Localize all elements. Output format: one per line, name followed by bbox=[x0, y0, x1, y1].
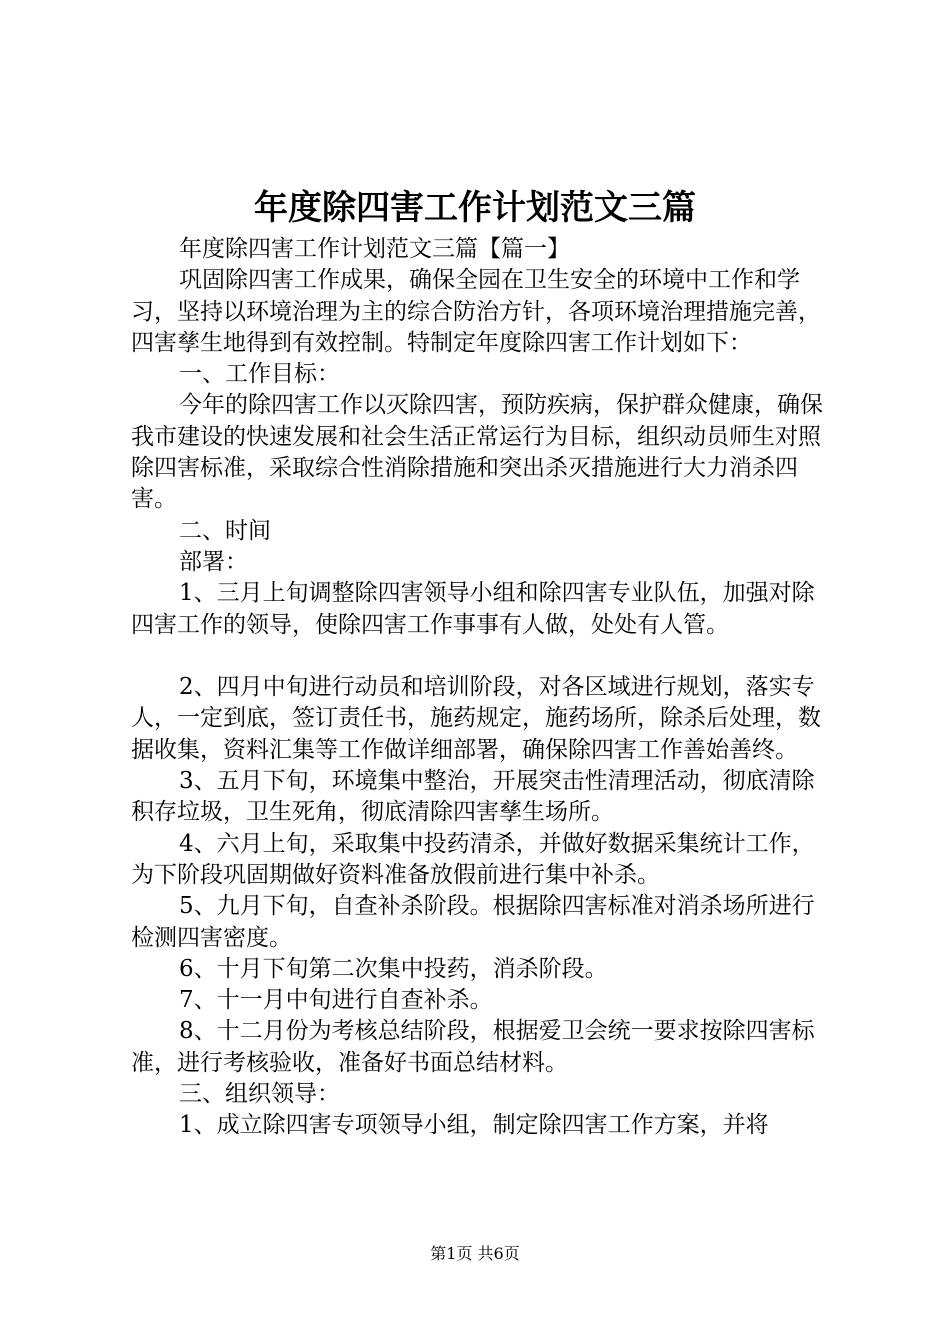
list-item-7: 7、十一月中旬进行自查补杀。 bbox=[179, 987, 493, 1014]
section-heading-time: 二、时间 bbox=[179, 517, 271, 544]
list-item-3: 3、五月下旬，环境集中整治，开展突击性清理活动，彻底清除积存垃圾，卫生死角，彻底清除四害孳生场所。 bbox=[131, 768, 815, 826]
list-item-2: 2、四月中旬进行动员和培训阶段，对各区域进行规划，落实专人，一定到底，签订责任书，施药规定，施药场所，除杀后处理，数据收集，资料汇集等工作做详细部署，确保除四害工作善始善终。 bbox=[131, 674, 821, 763]
list-item-1: 1、三月上旬调整除四害领导小组和除四害专业队伍，加强对除四害工作的领导，使除四害工作事事有人做，处处有人管。 bbox=[131, 580, 815, 638]
paragraph-deployment: 部署： bbox=[179, 548, 248, 575]
paragraph-intro: 巩固除四害工作成果，确保全园在卫生安全的环境中工作和学习，坚持以环境治理为主的综合防治方针，各项环境治理措施完善，四害孳生地得到有效控制。特制定年度除四害工作计划如下： bbox=[131, 267, 821, 356]
list-item-8: 8、十二月份为考核总结阶段，根据爱卫会统一要求按除四害标准，进行考核验收，准备好书面总结材料。 bbox=[131, 1018, 815, 1076]
document-body bbox=[131, 234, 833, 1142]
paragraph-organization-1: 1、成立除四害专项领导小组，制定除四害工作方案，并将 bbox=[179, 1112, 769, 1139]
paragraph-heading: 年度除四害工作计划范文三篇【篇一】 bbox=[179, 236, 570, 262]
list-item-6: 6、十月下旬第二次集中投药，消杀阶段。 bbox=[179, 955, 608, 982]
list-item-4: 4、六月上旬，采取集中投药清杀，并做好数据采集统计工作，为下阶段巩固期做好资料准备放假前进行集中补杀。 bbox=[131, 830, 815, 888]
blank-line bbox=[131, 641, 833, 672]
document-title: 年度除四害工作计划范文三篇 bbox=[254, 188, 696, 228]
section-heading-goals: 一、工作目标： bbox=[179, 361, 340, 388]
paragraph-goals: 今年的除四害工作以灭除四害，预防疾病，保护群众健康，确保我市建设的快速发展和社会生活正常运行为目标，组织动员师生对照除四害标准，采取综合性消除措施和突出杀灭措施进行大力消杀四害。 bbox=[131, 392, 823, 513]
section-heading-organization: 三、组织领导： bbox=[179, 1081, 340, 1108]
page-number: 第1页 共6页 bbox=[430, 1244, 520, 1263]
list-item-5: 5、九月下旬，自查补杀阶段。根据除四害标准对消杀场所进行检测四害密度。 bbox=[131, 893, 815, 951]
